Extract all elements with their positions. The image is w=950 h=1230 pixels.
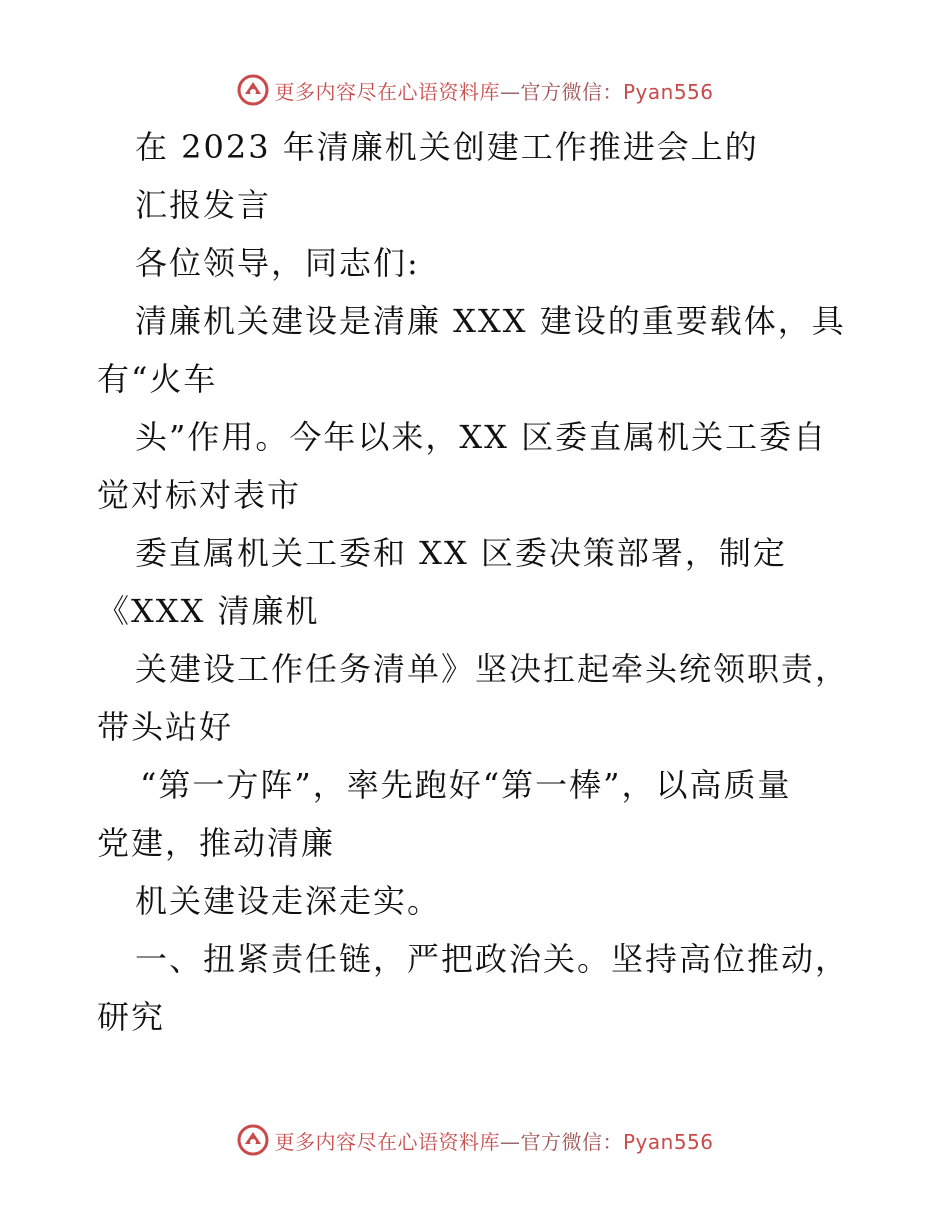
doc-line-16: 研究 [97, 998, 166, 1036]
watermark-main: 更多内容尽在心语资料库 [274, 79, 500, 104]
doc-line-1: 在 2023 年清廉机关创建工作推进会上的 [135, 128, 759, 166]
doc-line-13: 党建，推动清廉 [97, 824, 336, 862]
header-watermark [0, 70, 950, 110]
doc-line-4: 清廉机关建设是清廉 XXX 建设的重要载体，具 [135, 302, 846, 340]
doc-line-2: 汇报发言 [135, 186, 272, 224]
doc-line-12: “第一方阵”，率先跑好“第一棒”，以高质量 [140, 766, 792, 804]
watermark-dash: — [499, 1129, 521, 1154]
watermark-main: 更多内容尽在心语资料库 [274, 1129, 500, 1154]
doc-line-10: 关建设工作任务清单》坚决扛起牵头统领职责， [135, 650, 850, 688]
brand-logo-icon [236, 73, 270, 107]
footer-watermark [0, 1120, 950, 1160]
doc-line-11: 带头站好 [97, 708, 234, 746]
watermark-text [274, 1126, 713, 1155]
doc-line-8: 委直属机关工委和 XX 区委决策部署，制定 [135, 534, 787, 572]
doc-line-7: 觉对标对表市 [97, 476, 302, 514]
watermark-official: 官方微信 [520, 79, 603, 104]
doc-line-3: 各位领导，同志们: [135, 244, 420, 282]
doc-line-15: 一、扭紧责任链，严把政治关。坚持高位推动， [135, 940, 850, 978]
watermark-text [274, 76, 713, 105]
doc-line-14: 机关建设走深走实。 [135, 882, 442, 920]
doc-line-6: 头”作用。今年以来，XX 区委直属机关工委自 [135, 418, 828, 456]
doc-line-9: 《XXX 清廉机 [97, 592, 320, 630]
watermark-colon: ： [602, 79, 623, 104]
brand-logo-icon [236, 1123, 270, 1157]
watermark-dash: — [499, 79, 521, 104]
watermark-official: 官方微信 [520, 1129, 603, 1154]
doc-line-5: 有“火车 [97, 360, 218, 398]
watermark-id: Pyan556 [622, 1129, 714, 1154]
watermark-id: Pyan556 [622, 79, 714, 104]
watermark-colon: ： [602, 1129, 623, 1154]
